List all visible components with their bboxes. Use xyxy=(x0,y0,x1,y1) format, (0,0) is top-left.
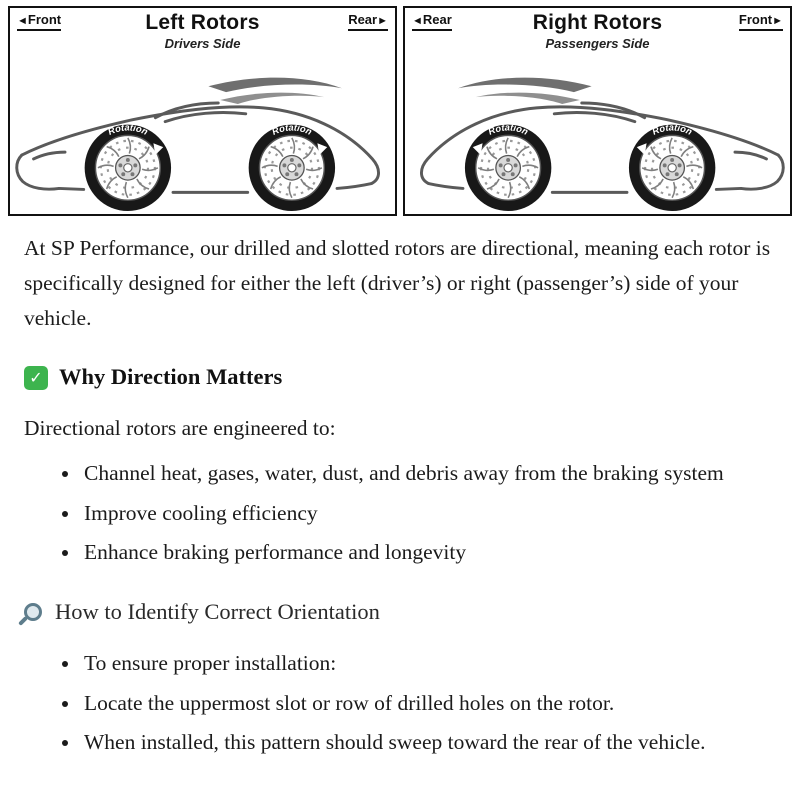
heading-text: How to Identify Correct Orientation xyxy=(55,599,380,625)
rear-direction-label xyxy=(348,13,388,31)
rotor-direction-diagram xyxy=(8,6,792,216)
list-item: • When installed, this pattern should sweep toward the rear of the vehicle. xyxy=(81,725,771,760)
front-direction-label xyxy=(17,13,61,31)
list-item: • Improve cooling efficiency xyxy=(81,496,771,531)
front-direction-label xyxy=(739,13,783,31)
right-panel-header xyxy=(405,8,790,51)
left-arrow-icon: ◄ xyxy=(17,15,28,27)
left-rotors-panel xyxy=(8,6,397,216)
identify-bullet-list xyxy=(81,646,776,760)
heading-text: Why Direction Matters xyxy=(59,364,283,390)
left-panel-title-block xyxy=(93,11,313,51)
panel-title: Left Rotors xyxy=(145,11,260,34)
rotation-label-rear: Rotation xyxy=(486,122,530,137)
list-item: • Channel heat, gases, water, dust, and debris away from the braking system xyxy=(81,456,771,491)
corner-text: Front xyxy=(738,12,773,27)
rotation-label-front: Rotation xyxy=(650,122,694,137)
check-icon: ✓ xyxy=(24,366,48,390)
right-rotors-panel xyxy=(403,6,792,216)
car-illustration-right xyxy=(405,60,790,212)
rotation-label-front: Rotation xyxy=(106,122,150,137)
article-content xyxy=(0,216,800,760)
why-direction-matters-heading xyxy=(24,359,776,395)
corner-text: Rear xyxy=(348,12,378,27)
right-arrow-icon: ► xyxy=(772,15,783,27)
corner-text: Rear xyxy=(422,12,452,27)
panel-subtitle: Passengers Side xyxy=(545,36,650,51)
list-item: • To ensure proper installation: xyxy=(81,646,771,681)
rear-direction-label xyxy=(412,13,452,31)
panel-title: Right Rotors xyxy=(532,11,663,34)
why-bullet-list xyxy=(81,456,776,570)
identify-orientation-heading xyxy=(24,594,776,630)
left-panel-header xyxy=(10,8,395,51)
left-arrow-icon: ◄ xyxy=(412,15,423,27)
list-item: • Enhance braking performance and longevity xyxy=(81,535,771,570)
right-arrow-icon: ► xyxy=(377,15,388,27)
magnifier-icon xyxy=(24,603,42,621)
intro-paragraph: At SP Performance, our drilled and slotted rotors are directional, meaning each rotor is specifically designed for either the left (driver’s) or right (passenger’s) side of your vehicle. xyxy=(24,236,771,330)
list-item: • Locate the uppermost slot or row of drilled holes on the rotor. xyxy=(81,686,771,721)
corner-text: Front xyxy=(27,12,62,27)
engineered-to-lead: Directional rotors are engineered to: xyxy=(24,415,336,440)
right-panel-title-block xyxy=(488,11,708,51)
rotation-label-rear: Rotation xyxy=(270,122,314,137)
panel-subtitle: Drivers Side xyxy=(164,36,241,51)
car-illustration-left xyxy=(10,60,395,212)
